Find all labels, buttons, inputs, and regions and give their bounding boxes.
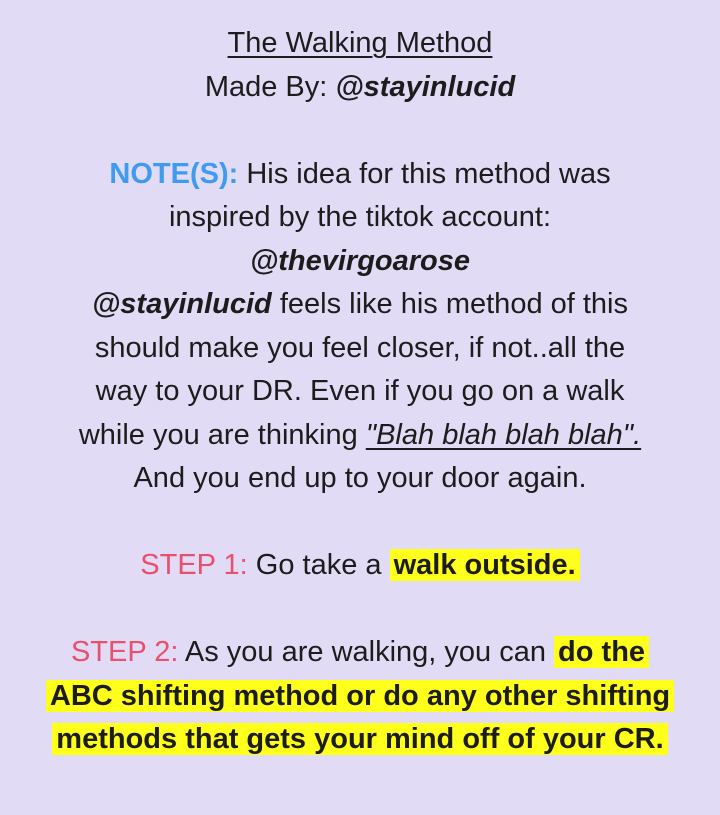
step-2-text: As you are walking, you can xyxy=(184,636,546,668)
author-handle: @stayinlucid xyxy=(92,288,272,320)
note-line-5 xyxy=(0,327,720,371)
made-by-handle: @stayinlucid xyxy=(335,70,516,103)
step-2-highlight-2: ABC shifting method or do any other shifting xyxy=(46,680,674,712)
tiktok-account-handle: @thevirgoarose xyxy=(249,244,471,277)
spacer xyxy=(0,588,720,632)
note-line-3 xyxy=(0,240,720,284)
step-2-label: STEP 2: xyxy=(70,636,179,668)
thinking-quote: "Blah blah blah blah". xyxy=(365,418,642,451)
note-text-6: way to your DR. Even if you go on a walk xyxy=(95,375,625,407)
note-text-5: should make you feel closer, if not..all the xyxy=(94,331,626,364)
note-line-4 xyxy=(0,283,720,327)
note-line-8 xyxy=(0,457,720,501)
step-1-text: Go take a xyxy=(255,549,382,581)
note-line-7 xyxy=(0,414,720,458)
note-label: NOTE(S): xyxy=(109,157,239,190)
title-line xyxy=(0,22,720,66)
note-line-1 xyxy=(0,153,720,197)
step-2-line-1 xyxy=(0,631,720,675)
note-line-6 xyxy=(0,370,720,414)
note-text-4: feels like his method of this xyxy=(279,288,628,320)
note-line-2 xyxy=(0,196,720,240)
made-by-prefix: Made By: xyxy=(204,70,328,103)
spacer xyxy=(0,109,720,153)
step-2-line-3 xyxy=(0,718,720,762)
spacer xyxy=(0,501,720,545)
note-text-8: And you end up to your door again. xyxy=(133,462,587,494)
note-text-2: inspired by the tiktok account: xyxy=(168,201,552,233)
made-by-line xyxy=(0,66,720,110)
step-1-line xyxy=(0,544,720,588)
step-2-highlight-1: do the xyxy=(554,636,649,668)
note-text-7: while you are thinking xyxy=(78,418,358,451)
page-title: The Walking Method xyxy=(227,27,493,59)
step-1-highlight: walk outside. xyxy=(390,549,580,581)
step-2-line-2 xyxy=(0,675,720,719)
step-1-label: STEP 1: xyxy=(140,549,248,581)
note-text-1: His idea for this method was xyxy=(246,157,611,190)
step-2-highlight-3: methods that gets your mind off of your CR. xyxy=(52,723,667,755)
